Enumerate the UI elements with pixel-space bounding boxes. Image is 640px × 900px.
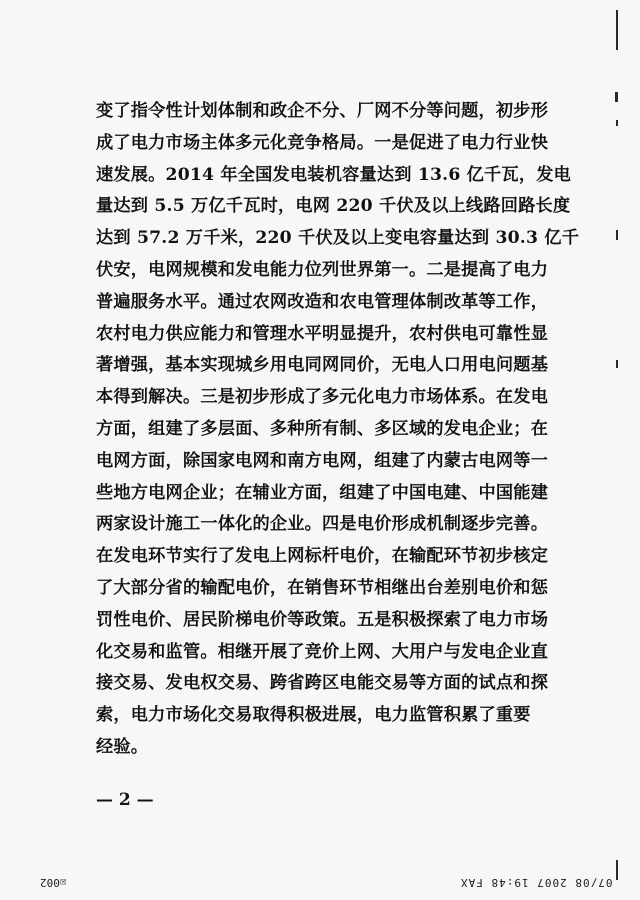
text-line: 农村电力供应能力和管理水平明显提升，农村供电可靠性显 <box>96 323 549 344</box>
scan-edge-mark <box>616 230 618 240</box>
text-line: 在发电环节实行了发电上网标杆电价，在输配环节初步核定 <box>96 546 549 567</box>
text-line: 接交易、发电权交易、跨省跨区电能交易等方面的试点和探 <box>96 673 549 694</box>
text-line: 了大部分省的输配电价，在销售环节相继出台差别电价和惩 <box>96 577 549 598</box>
text-line: 经验。 <box>96 736 149 757</box>
text-line: 两家设计施工一体化的企业。四是电价形成机制逐步完善。 <box>96 514 549 535</box>
scan-edge-mark <box>615 92 618 102</box>
text-line: 化交易和监管。相继开展了竞价上网、大用户与发电企业直 <box>96 641 549 662</box>
text-line: 伏安，电网规模和发电能力位列世界第一。二是提高了电力 <box>96 259 549 280</box>
text-line: 本得到解决。三是初步形成了多元化电力市场体系。在发电 <box>96 387 549 408</box>
text-line: 著增强，基本实现城乡用电同网同价，无电人口用电问题基 <box>96 355 549 376</box>
page-number: — 2 — <box>96 790 154 810</box>
text-line: 电网方面，除国家电网和南方电网，组建了内蒙古电网等一 <box>96 450 549 471</box>
text-line: 成了电力市场主体多元化竞争格局。一是促进了电力行业快 <box>96 132 549 153</box>
fax-timestamp: 07/08 2007 19:48 FAX <box>459 876 612 889</box>
scan-edge-mark <box>616 10 618 50</box>
text-line: 速发展。2014 年全国发电装机容量达到 13.6 亿千瓦，发电 <box>96 164 571 185</box>
text-line: 达到 57.2 万千米，220 千伏及以上变电容量达到 30.3 亿千 <box>96 228 580 249</box>
text-line: 罚性电价、居民阶梯电价等政策。五是积极探索了电力市场 <box>96 609 549 630</box>
fax-header-strip <box>0 872 640 896</box>
fax-page-code: ☒002 <box>40 876 67 889</box>
text-line: 量达到 5.5 万亿千瓦时，电网 220 千伏及以上线路回路长度 <box>96 196 571 217</box>
text-line: 些地方电网企业；在辅业方面，组建了中国电建、中国能建 <box>96 482 549 503</box>
body-text <box>96 96 586 764</box>
text-line: 索，电力市场化交易取得积极进展，电力监管积累了重要 <box>96 705 531 726</box>
text-line: 普遍服务水平。通过农网改造和农电管理体制改革等工作， <box>96 291 549 312</box>
text-line: 变了指令性计划体制和政企不分、厂网不分等问题，初步形 <box>96 101 549 121</box>
scan-edge-mark <box>616 360 618 368</box>
text-line: 方面，组建了多层面、多种所有制、多区域的发电企业；在 <box>96 418 549 439</box>
scan-edge-mark <box>616 120 618 126</box>
